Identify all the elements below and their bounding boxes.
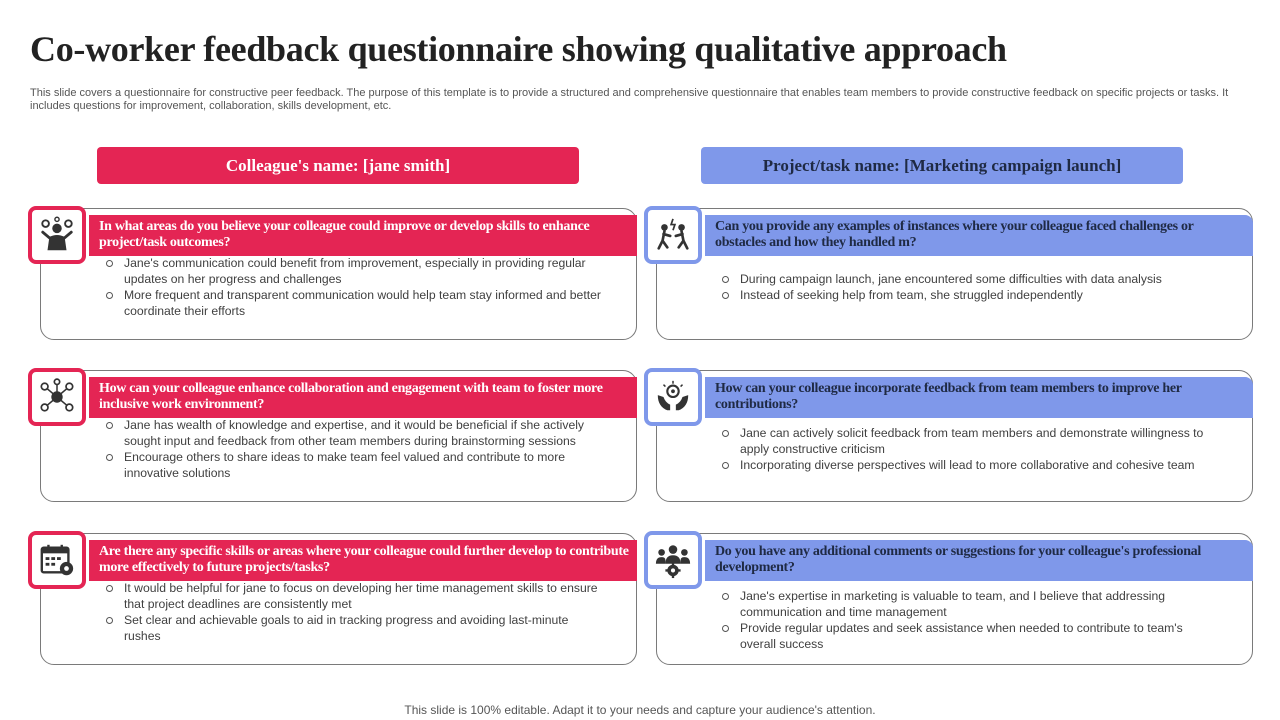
person-gears-icon <box>28 206 86 264</box>
team-gear-icon <box>644 531 702 589</box>
question-card-additional-comments <box>656 533 1253 673</box>
question-text: How can your colleague enhance collaboration and engagement with team to foster more inclusive work environment? <box>89 377 637 418</box>
answer-item: It would be helpful for jane to focus on developing her time management skills to ensure that project deadlines are consistently met <box>104 580 604 612</box>
question-card-improve-skills <box>40 208 637 348</box>
answer-list <box>720 425 1220 473</box>
answer-item: Provide regular updates and seek assistance when needed to contribute to team's overall success <box>720 620 1220 652</box>
question-text: Can you provide any examples of instances where your colleague faced challenges or obstacles and how they handled m? <box>705 215 1253 256</box>
question-card-collaboration <box>40 370 637 510</box>
answer-item: Jane has wealth of knowledge and expertise, and it would be beneficial if she actively sought input and feedback from other team members during brainstorming sessions <box>104 417 604 449</box>
network-icon <box>28 368 86 426</box>
answer-item: Set clear and achievable goals to aid in tracking progress and avoiding last-minute rushes <box>104 612 604 644</box>
colleague-name-header: Colleague's name: [jane smith] <box>97 147 579 184</box>
answer-list <box>720 588 1220 652</box>
question-text: Are there any specific skills or areas where your colleague could further develop to contribute more effectively to future projects/tasks? <box>89 540 637 581</box>
answer-list <box>720 271 1220 303</box>
answer-item: Incorporating diverse perspectives will lead to more collaborative and cohesive team <box>720 457 1220 473</box>
answer-list <box>104 417 604 481</box>
conflict-icon <box>644 206 702 264</box>
answer-item: Encourage others to share ideas to make team feel valued and contribute to more innovative solutions <box>104 449 604 481</box>
answer-item: Jane can actively solicit feedback from team members and demonstrate willingness to apply constructive criticism <box>720 425 1220 457</box>
answer-item: Instead of seeking help from team, she struggled independently <box>720 287 1220 303</box>
answer-item: Jane's expertise in marketing is valuable to team, and I believe that addressing communication and time management <box>720 588 1220 620</box>
question-card-challenges <box>656 208 1253 348</box>
footer-note: This slide is 100% editable. Adapt it to your needs and capture your audience's attention. <box>404 703 876 717</box>
page-title: Co-worker feedback questionnaire showing qualitative approach <box>30 29 1007 69</box>
question-text: Do you have any additional comments or suggestions for your colleague's professional development? <box>705 540 1253 581</box>
question-text: In what areas do you believe your colleague could improve or develop skills to enhance project/task outcomes? <box>89 215 637 256</box>
hands-idea-icon <box>644 368 702 426</box>
question-text: How can your colleague incorporate feedback from team members to improve her contributions? <box>705 377 1253 418</box>
answer-list <box>104 255 604 319</box>
answer-item: During campaign launch, jane encountered some difficulties with data analysis <box>720 271 1220 287</box>
question-card-feedback-incorporation <box>656 370 1253 510</box>
page-subtitle: This slide covers a questionnaire for constructive peer feedback. The purpose of this template is to provide a structured and comprehensive questionnaire that enables team members to provide constructive feedback on specific projects or tasks. It includes questions for improvement, collaboration, skills development, etc. <box>30 87 1229 112</box>
project-name-header: Project/task name: [Marketing campaign launch] <box>701 147 1183 184</box>
answer-item: More frequent and transparent communication would help team stay informed and better coordinate their efforts <box>104 287 604 319</box>
calendar-gear-icon <box>28 531 86 589</box>
answer-list <box>104 580 604 644</box>
question-card-skills-development <box>40 533 637 673</box>
answer-item: Jane's communication could benefit from improvement, especially in providing regular updates on her progress and challenges <box>104 255 604 287</box>
